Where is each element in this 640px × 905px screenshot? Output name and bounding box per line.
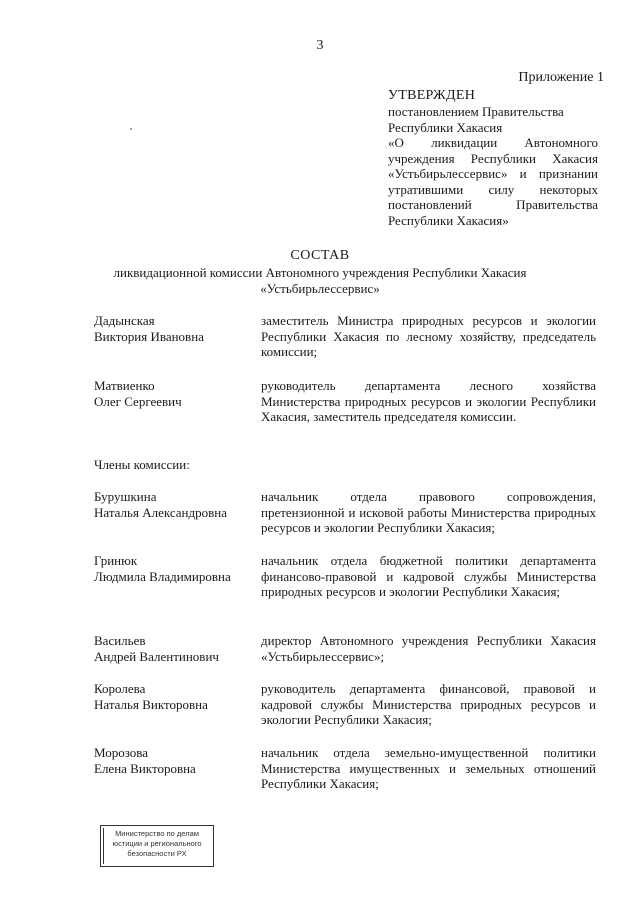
member-name [94,489,259,520]
stamp-line-3: безопасности РХ [127,849,187,858]
member-given-name: Наталья Викторовна [94,696,208,712]
appendix-label: Приложение 1 [518,70,604,85]
member-surname: Королева [94,681,146,696]
member-surname: Матвиенко [94,378,155,393]
member-role: руководитель департамента финансовой, правовой и кадровой службы Министерства природных ресурсов и экологии Республики Хакасия; [261,681,596,727]
stamp-left-bar [103,828,104,864]
approval-block [388,87,598,228]
member-name [94,633,259,664]
stamp-line-2: юстиции и регионального [112,839,202,848]
member-name [94,681,259,712]
member-role: начальник отдела земельно-имущественной политики Министерства имущественных и земельных отношений Республики Хакасия; [261,745,596,791]
member-surname: Бурушкина [94,489,157,504]
member-surname: Васильев [94,633,146,648]
page-number: 3 [316,38,324,53]
member-given-name: Олег Сергеевич [94,393,182,409]
member-role: заместитель Министра природных ресурсов и экологии Республики Хакасия по лесному хозяйству, председатель комиссии; [261,313,596,359]
approval-line-1: постановлением Правительства [388,104,564,119]
member-role: начальник отдела правового сопровождения, претензионной и исковой работы Министерства природных ресурсов и экологии Республики Хакасия; [261,489,596,535]
member-role: директор Автономного учреждения Республики Хакасия «Устьбирьлессервис»; [261,633,596,664]
member-given-name: Виктория Ивановна [94,328,204,344]
member-surname: Дадынская [94,313,155,328]
member-name [94,378,259,409]
member-given-name: Андрей Валентинович [94,648,219,664]
members-heading: Члены комиссии: [94,457,190,472]
member-surname: Морозова [94,745,149,760]
member-name [94,313,259,344]
member-given-name: Елена Викторовна [94,760,196,776]
composition-title: СОСТАВ [290,248,350,263]
member-surname: Гринюк [94,553,138,568]
composition-subtitle: ликвидационной комиссии Автономного учреждения Республики Хакасия «Устьбирьлессервис» [113,265,527,296]
member-given-name: Наталья Александровна [94,504,227,520]
member-given-name: Людмила Владимировна [94,568,231,584]
speck [130,128,132,130]
registration-stamp [100,825,214,867]
member-role: начальник отдела бюджетной политики департамента финансово-правовой и кадровой службы Министерства природных ресурсов и экологии Республики Хакасия; [261,553,596,599]
approval-line-2: Республики Хакасия [388,119,503,135]
composition-heading [0,247,640,297]
approval-title: УТВЕРЖДЕН [388,88,476,103]
member-name [94,553,259,584]
member-role: руководитель департамента лесного хозяйства Министерства природных ресурсов и экологии Республики Хакасия, заместитель председателя комиссии. [261,378,596,424]
approval-line-3: «О ликвидации Автономного учреждения Республики Хакасия «Устьбирьлессервис» и признании утратившими силу некоторых постановлений Правительства Республики Хакасия» [388,135,598,228]
stamp-line-1: Министерство по делам [115,829,199,838]
member-name [94,745,259,776]
